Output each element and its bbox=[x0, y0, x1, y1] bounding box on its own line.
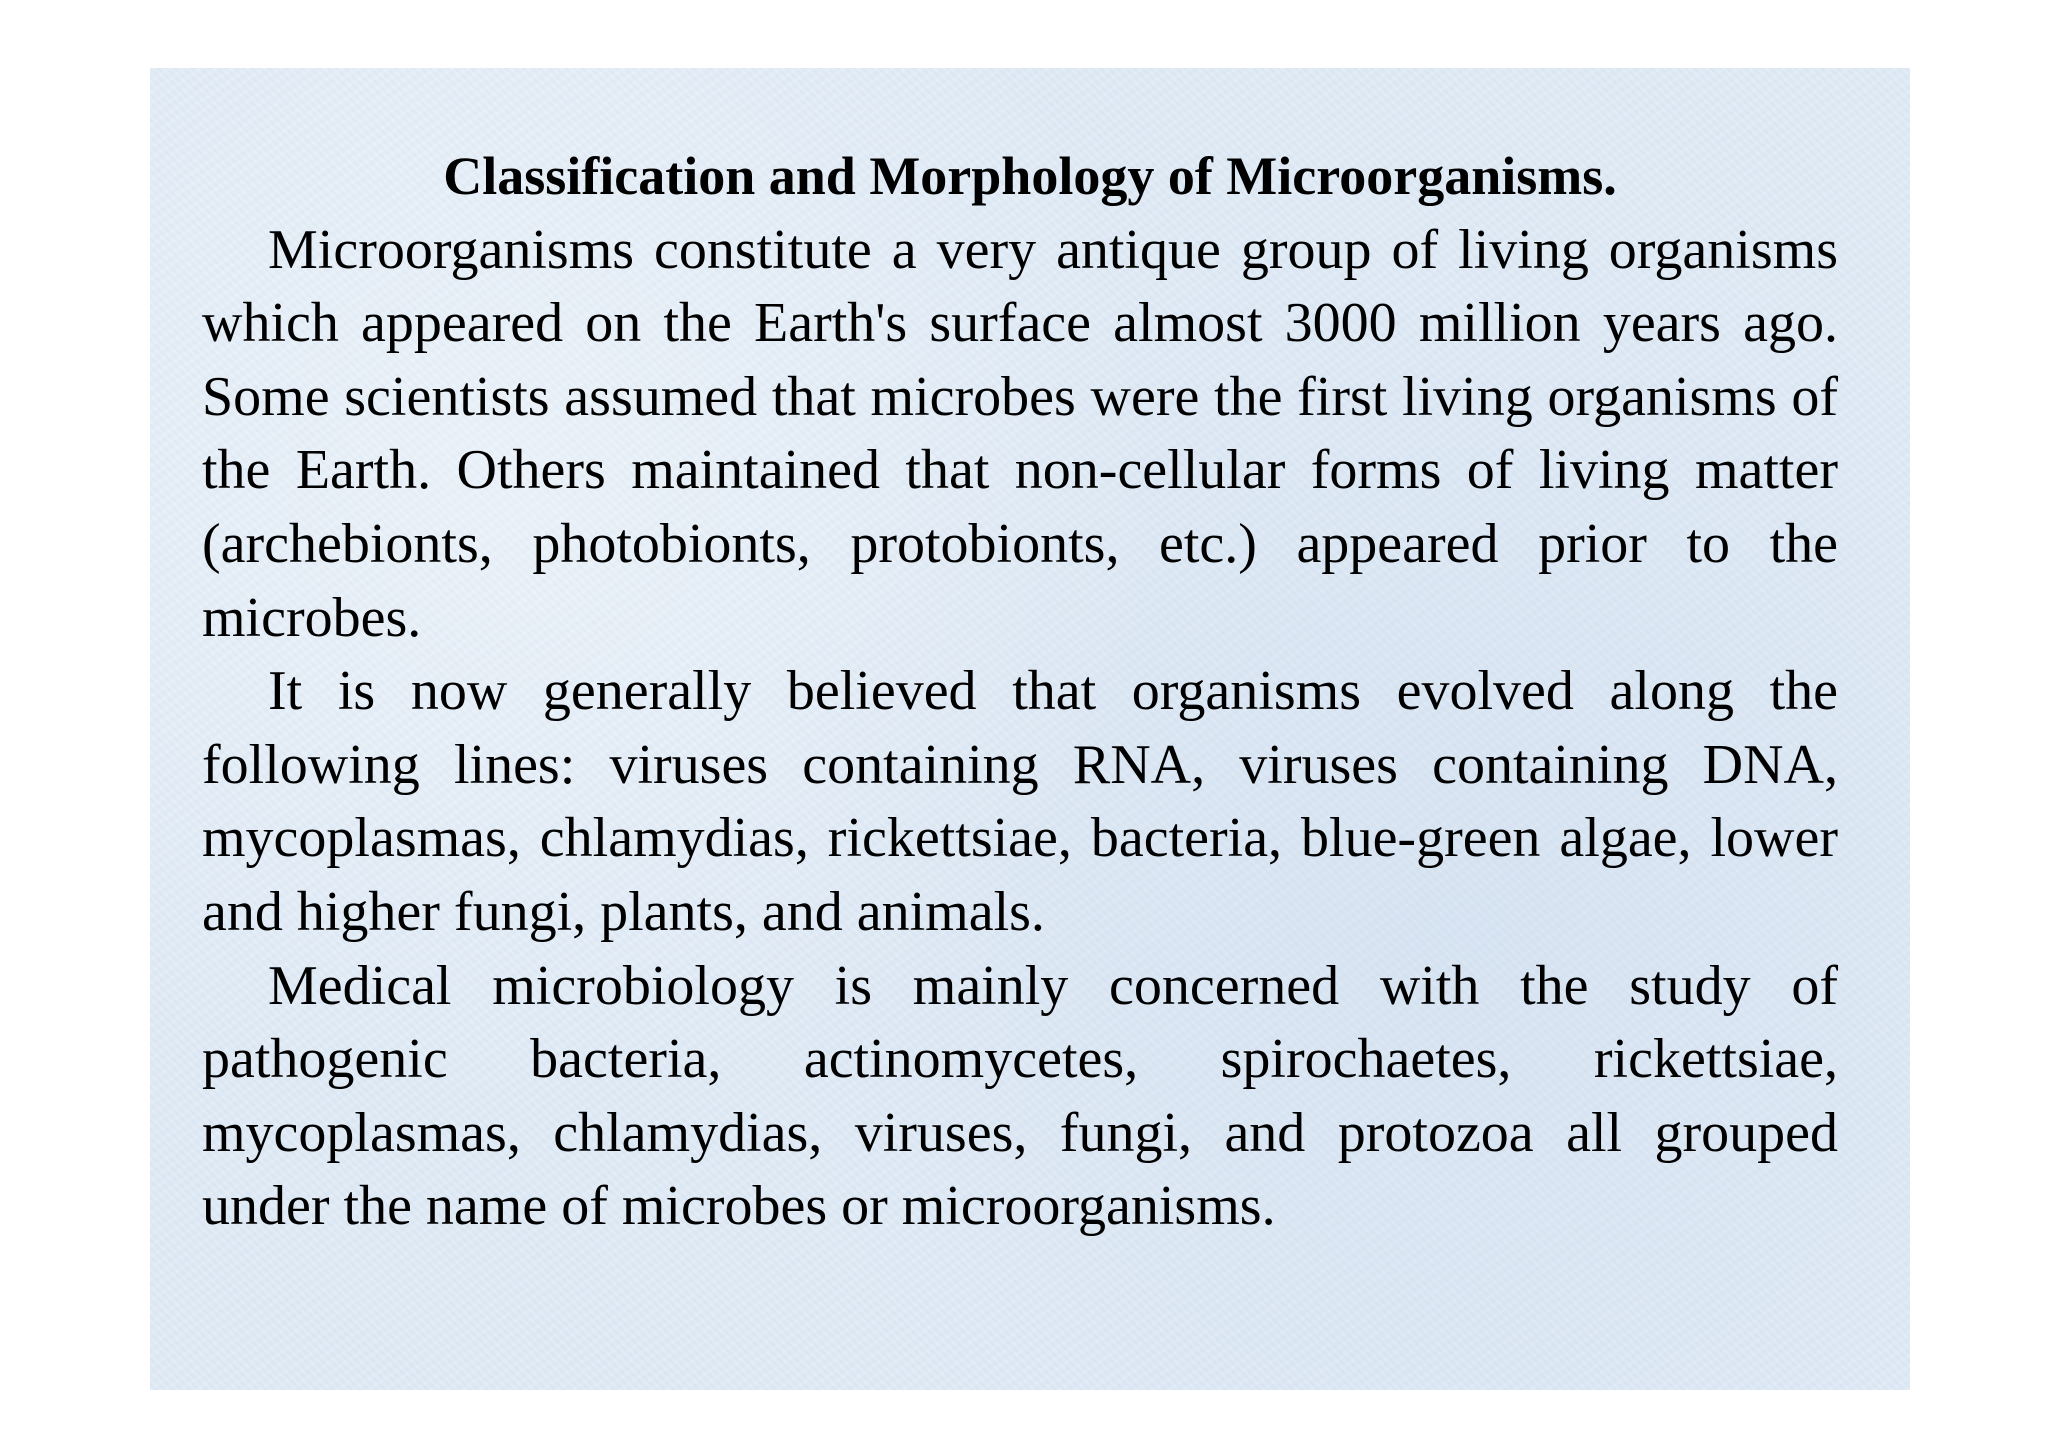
slide-background bbox=[150, 68, 1910, 1390]
slide-title: Classification and Morphology of Microorganisms. bbox=[443, 146, 1617, 206]
slide-content bbox=[202, 140, 1838, 1244]
paragraph-medical-microbiology: Medical microbiology is mainly concerned with the study of pathogenic bacteria, actinomycetes, spirochaetes, rickettsiae, mycoplasmas, chlamydias, viruses, fungi, and protozoa all grouped under the name of microbes or microorganisms. bbox=[202, 954, 1838, 1238]
paragraph-evolution: It is now generally believed that organisms evolved along the following lines: viruses containing RNA, viruses containing DNA, mycoplasmas, chlamydias, rickettsiae, bacteria, blue-green algae, lower and higher fungi, plants, and animals. bbox=[202, 660, 1838, 943]
paragraph-origin: Microorganisms constitute a very antique group of living organisms which appeared on the Earth's surface almost 3000 million years ago. Some scientists assumed that microbes were the first living organisms of the Earth. Others maintained that non-cellular forms of living matter (archebionts, photobionts, protobionts, etc.) appeared prior to the microbes. bbox=[202, 218, 1838, 649]
